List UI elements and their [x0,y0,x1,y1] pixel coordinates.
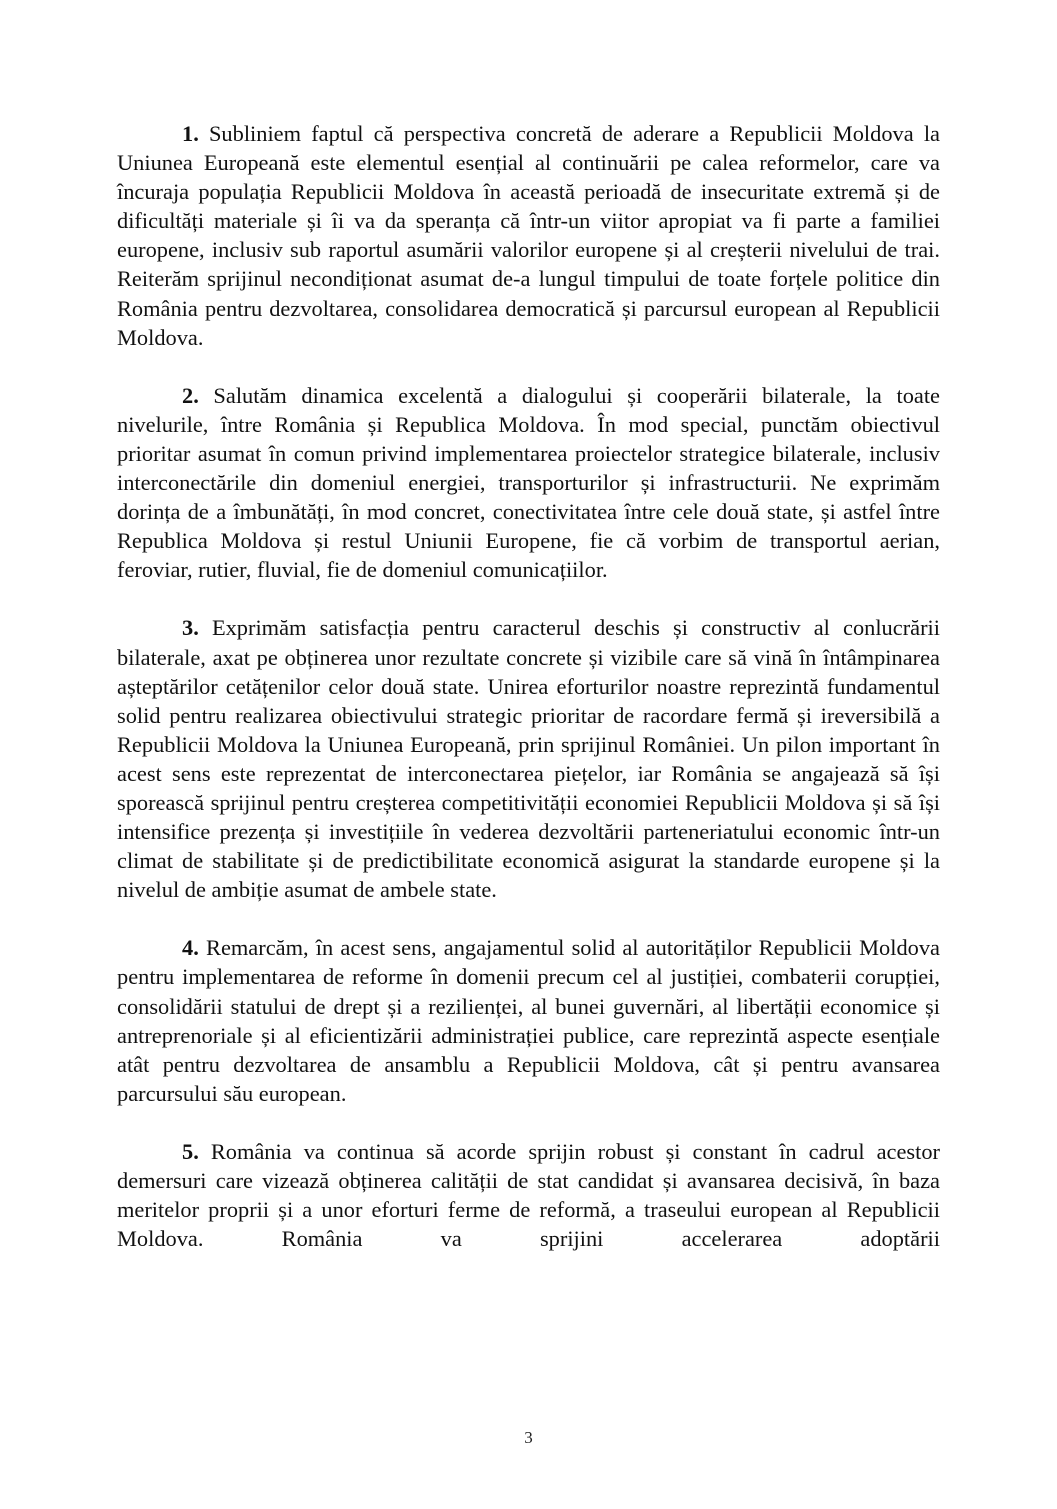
paragraph-text: Salutăm dinamica excelentă a dialogului și cooperării bilaterale, la toate nivelurile, între România și Republica Moldova. În mod special, punctăm obiectivul prioritar asumat în comun privind implementarea proiectelor strategice bilaterale, inclusiv interconectările din domeniul energiei, transporturilor și infrastructurii. Ne exprimăm dorința de a îmbunătăți, în mod concret, conectivitatea între cele două state, și astfel între Republica Moldova și restul Uniunii Europene, fie că vorbim de transportul aerian, feroviar, rutier, fluvial, fie de domeniul comunicațiilor. [117,382,940,583]
paragraph-number: 4. [182,935,199,961]
paragraph-2 [117,381,940,585]
paragraph-number: 3. [182,615,199,641]
paragraph-text: Subliniem faptul că perspectiva concretă de aderare a Republicii Moldova la Uniunea Europeană este elementul esențial al continuării pe calea reformelor, care va încuraja populația Republicii Moldova în această perioadă de insecuritate extremă și de dificultăți materiale și îi va da speranța că într-un viitor apropiat va fi parte a familiei europene, inclusiv sub raportul asumării valorilor europene și al creșterii nivelului de trai. Reiterăm sprijinul necondiționat asumat de-a lungul timpului de toate forțele politice din România pentru dezvoltarea, consolidarea democratică și parcursul european al Republicii Moldova. [117,121,940,350]
paragraph-text: Remarcăm, în acest sens, angajamentul solid al autorităților Republicii Moldova pentru implementarea de reforme în domenii precum cel al justiției, combaterii corupției, consolidării statului de drept și a rezilienței, al bunei guvernări, al libertății economice și antreprenoriale și al eficientizării administrației publice, care reprezintă aspecte esențiale atât pentru dezvoltarea de ansamblu a Republicii Moldova, cât și pentru avansarea parcursului său european. [117,935,940,1106]
paragraph-text: Exprimăm satisfacția pentru caracterul deschis și constructiv al conlucrării bilaterale, axat pe obținerea unor rezultate concrete și vizibile care să vină în întâmpinarea așteptărilor cetățenilor celor două state. Unirea eforturilor noastre reprezintă fundamentul solid pentru realizarea obiectivului strategic prioritar de racordare fermă și ireversibilă a Republicii Moldova la Uniunea Europeană, prin sprijinul României. Un pilon important în acest sens este reprezentat de interconectarea piețelor, iar România se angajează să își sporească sprijinul pentru creșterea competitivității economiei Republicii Moldova și să își intensifice prezența și investițiile în vederea dezvoltării parteneriatului economic într-un climat de stabilitate și de predictibilitate economică asigurat la standarde europene și la nivelul de ambiție asumat de ambele state. [117,615,940,903]
paragraph-text: România va continua să acorde sprijin robust și constant în cadrul acestor demersuri care vizează obținerea calității de stat candidat și avansarea decisivă, în baza meritelor proprii și a unor eforturi ferme de reformă, a traseului european al Republicii Moldova. România va sprijini accelerarea adoptării [117,1138,940,1252]
paragraph-number: 5. [182,1138,199,1164]
paragraph-3 [117,613,940,904]
document-page [117,119,940,1253]
page-number: 3 [524,1428,533,1447]
paragraph-number: 2. [182,382,199,408]
paragraph-4 [117,933,940,1108]
paragraph-5 [117,1137,940,1253]
paragraph-number: 1. [182,121,199,146]
paragraph-1 [117,119,940,352]
